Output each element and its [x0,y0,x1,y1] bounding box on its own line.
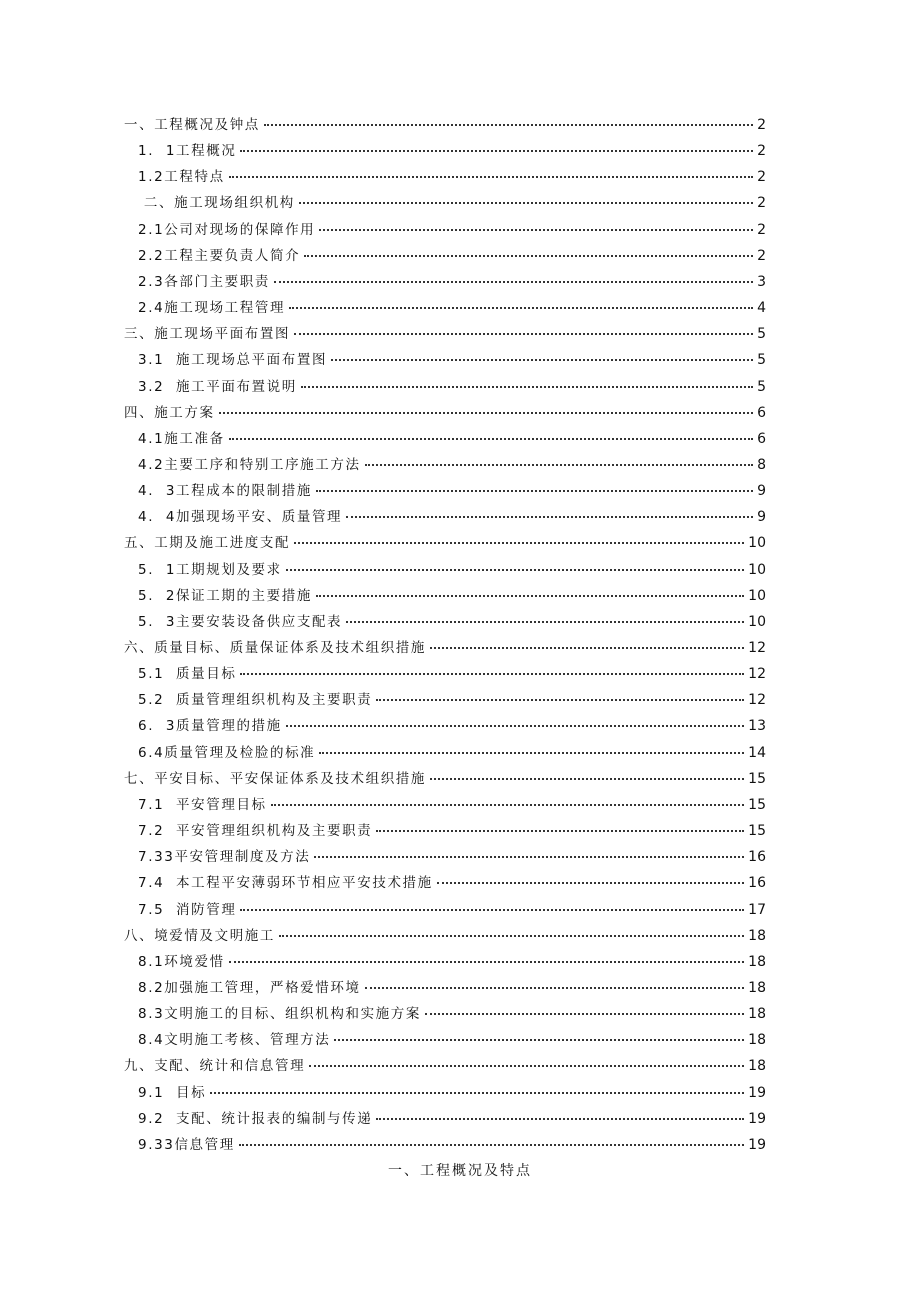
toc-entry-page-number: 4 [757,300,766,316]
toc-entry-page-number: 12 [748,640,766,656]
toc-dot-leader [304,255,753,257]
toc-dot-leader [294,333,753,335]
toc-entry[interactable] [138,897,766,919]
toc-dot-leader [299,202,753,204]
toc-entry-page-number: 2 [757,247,766,264]
toc-entry-page-number: 18 [748,1006,766,1023]
toc-dot-leader [240,673,744,675]
toc-dot-leader [240,909,744,911]
toc-entry[interactable] [138,295,766,317]
toc-entry-title: 8.4文明施工考核、管理方法 [138,1032,331,1049]
toc-entry-page-number: 10 [748,561,766,578]
toc-entry-page-number: 5 [757,326,766,343]
toc-entry-title: 九、支配、统计和信息管理 [124,1058,306,1075]
toc-dot-leader [229,961,745,963]
toc-entry[interactable] [124,530,766,552]
toc-entry-title: 5. 3主要安装设备供应支配表 [138,613,343,630]
toc-entry-title: 7.5 消防管理 [138,901,237,918]
toc-entry-title: 7.4 本工程平安薄弱环节相应平安技术措施 [138,875,433,892]
toc-entry-page-number: 12 [748,666,766,683]
toc-entry[interactable] [138,844,766,866]
toc-entry-page-number: 9 [757,483,766,500]
toc-entry-title: 7.33平安管理制度及方法 [138,849,311,866]
toc-entry[interactable] [138,1080,766,1102]
toc-dot-leader [274,281,753,283]
toc-dot-leader [319,752,744,754]
toc-entry[interactable] [138,164,766,186]
toc-entry-title: 5.1 质量目标 [138,666,237,683]
toc-entry-page-number: 17 [748,901,766,918]
toc-entry-page-number: 15 [748,796,766,813]
toc-dot-leader [430,647,744,649]
toc-entry-page-number: 19 [748,1084,766,1101]
toc-dot-leader [314,856,744,858]
toc-dot-leader [301,386,753,388]
toc-entry-title: 2.3各部门主要职责 [138,273,270,290]
toc-entry[interactable] [138,1106,766,1128]
section-heading: 一、工程概况及特点 [388,1163,532,1179]
toc-entry-title: 八、境爱情及文明施工 [124,927,275,944]
toc-entry-title: 2.2工程主要负责人简介 [138,247,301,264]
toc-entry[interactable] [138,504,766,526]
toc-dot-leader [346,516,753,518]
toc-entry-title: 四、施工方案 [124,404,215,421]
toc-entry[interactable] [138,975,766,997]
toc-dot-leader [279,935,744,937]
toc-entry-page-number: 10 [748,587,766,604]
toc-entry-title: 4.2主要工序和特别工序施工方法 [138,456,361,473]
toc-dot-leader [239,1144,744,1146]
toc-entry-page-number: 19 [748,1110,766,1127]
toc-entry[interactable] [124,635,766,657]
toc-entry-title: 三、施工现场平面布置图 [124,326,291,343]
toc-dot-leader [286,725,744,727]
toc-entry-title: 9.2 支配、统计报表的编制与传递 [138,1110,373,1127]
toc-entry[interactable] [124,112,766,134]
toc-dot-leader [319,229,753,231]
toc-entry-title: 7.1 平安管理目标 [138,796,267,813]
toc-dot-leader [309,1065,744,1067]
toc-dot-leader [437,882,744,884]
toc-entry-title: 9.1 目标 [138,1084,207,1101]
toc-entry[interactable] [124,766,766,788]
toc-dot-leader [331,359,753,361]
toc-entry-title: 8.2加强施工管理，严格爱惜环境 [138,979,361,996]
toc-entry-page-number: 6 [757,404,766,421]
toc-dot-leader [229,176,753,178]
toc-entry[interactable] [138,138,766,160]
toc-entry[interactable] [138,870,766,892]
toc-entry-page-number: 18 [748,1032,766,1049]
toc-entry-title: 五、工期及施工进度支配 [124,535,291,552]
toc-dot-leader [346,621,744,623]
toc-entry-title: 5. 2保证工期的主要措施 [138,587,312,604]
toc-entry[interactable] [138,374,766,396]
toc-entry-title: 4. 3工程成本的限制措施 [138,483,312,500]
toc-dot-leader [376,699,744,701]
toc-entry-title: 8.1环境爱惜 [138,953,225,970]
toc-entry-title: 2.1公司对现场的保障作用 [138,221,316,238]
toc-dot-leader [334,1039,744,1041]
toc-entry[interactable] [124,1053,766,1075]
toc-entry-page-number: 19 [748,1136,766,1153]
toc-dot-leader [286,569,744,571]
toc-entry-page-number: 2 [757,143,766,160]
toc-entry-title: 七、平安目标、平安保证体系及技术组织措施 [124,770,426,787]
toc-entry[interactable] [138,478,766,500]
toc-dot-leader [264,124,753,126]
toc-entry-title: 3.1 施工现场总平面布置图 [138,352,328,369]
toc-entry-title: 8.3文明施工的目标、组织机构和实施方案 [138,1006,421,1023]
toc-entry-title: 5.2 质量管理组织机构及主要职责 [138,692,373,709]
toc-dot-leader [376,830,744,832]
toc-dot-leader [240,150,753,152]
toc-entry[interactable] [124,321,766,343]
toc-dot-leader [316,490,753,492]
toc-entry-title: 6.4质量管理及检脸的标准 [138,744,316,761]
toc-entry-page-number: 18 [748,979,766,996]
toc-entry-page-number: 18 [748,953,766,970]
toc-entry-page-number: 15 [748,770,766,787]
toc-entry[interactable] [138,190,766,212]
toc-entry[interactable] [138,1001,766,1023]
toc-entry[interactable] [138,740,766,762]
toc-dot-leader [219,412,753,414]
toc-entry-page-number: 18 [748,1058,766,1075]
toc-dot-leader [271,804,745,806]
toc-entry[interactable] [138,243,766,265]
toc-entry-title: 5. 1工期规划及要求 [138,561,282,578]
toc-entry-page-number: 2 [757,195,766,212]
toc-entry-page-number: 3 [757,273,766,290]
toc-entry-page-number: 8 [757,456,766,473]
toc-entry-title: 7.2 平安管理组织机构及主要职责 [138,823,373,839]
toc-entry-page-number: 14 [748,744,766,761]
toc-entry-page-number: 5 [757,352,766,369]
toc-entry[interactable] [138,609,766,631]
toc-entry-page-number: 6 [757,430,766,447]
toc-dot-leader [365,464,754,466]
toc-entry-title: 9.33信息管理 [138,1136,235,1153]
toc-entry[interactable] [138,452,766,474]
toc-entry[interactable] [138,818,766,840]
toc-entry[interactable] [138,687,766,709]
toc-entry-page-number: 16 [748,875,766,892]
toc-entry-title: 6. 3质量管理的措施 [138,718,282,735]
toc-entry[interactable] [138,217,766,239]
toc-entry-page-number: 9 [757,509,766,526]
toc-dot-leader [365,987,745,989]
toc-entry-page-number: 13 [748,718,766,735]
toc-entry-title: 2.4施工现场工程管理 [138,300,286,316]
toc-dot-leader [376,1118,744,1120]
toc-dot-leader [294,542,744,544]
toc-entry[interactable] [138,557,766,579]
toc-entry-page-number: 2 [757,169,766,186]
toc-entry[interactable] [138,583,766,605]
toc-entry-title: 3.2 施工平面布置说明 [138,378,297,395]
toc-entry[interactable] [138,792,766,814]
toc-entry-page-number: 16 [748,849,766,866]
toc-entry[interactable] [138,1132,766,1154]
toc-dot-leader [229,438,753,440]
toc-entry[interactable] [124,923,766,945]
toc-entry-page-number: 2 [757,221,766,238]
toc-dot-leader [289,307,753,309]
toc-entry[interactable] [138,347,766,369]
toc-entry-page-number: 18 [748,927,766,944]
toc-entry-title: 1.2工程特点 [138,169,225,186]
toc-entry[interactable] [124,400,766,422]
toc-entry-page-number: 10 [748,535,766,552]
toc-entry[interactable] [138,713,766,735]
toc-entry[interactable] [138,1027,766,1049]
toc-entry[interactable] [138,269,766,291]
toc-entry[interactable] [138,949,766,971]
toc-entry[interactable] [138,661,766,683]
toc-dot-leader [210,1092,744,1094]
toc-entry-title: 二、施工现场组织机构 [138,195,295,212]
toc-entry-title: 1. 1工程概况 [138,143,237,160]
toc-entry-page-number: 12 [748,692,766,709]
toc-entry-page-number: 5 [757,378,766,395]
toc-entry-page-number: 10 [748,613,766,630]
toc-entry-title: 4.1施工准备 [138,430,225,447]
toc-entry-page-number: 15 [748,823,766,839]
toc-entry-title: 4. 4加强现场平安、质量管理 [138,509,343,526]
toc-entry-title: 六、质量目标、质量保证体系及技术组织措施 [124,640,426,656]
toc-entry-title: 一、工程概况及钟点 [124,117,260,133]
toc-dot-leader [425,1013,744,1015]
toc-dot-leader [316,595,744,597]
toc-entry[interactable] [138,426,766,448]
toc-entry-page-number: 2 [757,117,766,133]
toc-dot-leader [430,778,744,780]
